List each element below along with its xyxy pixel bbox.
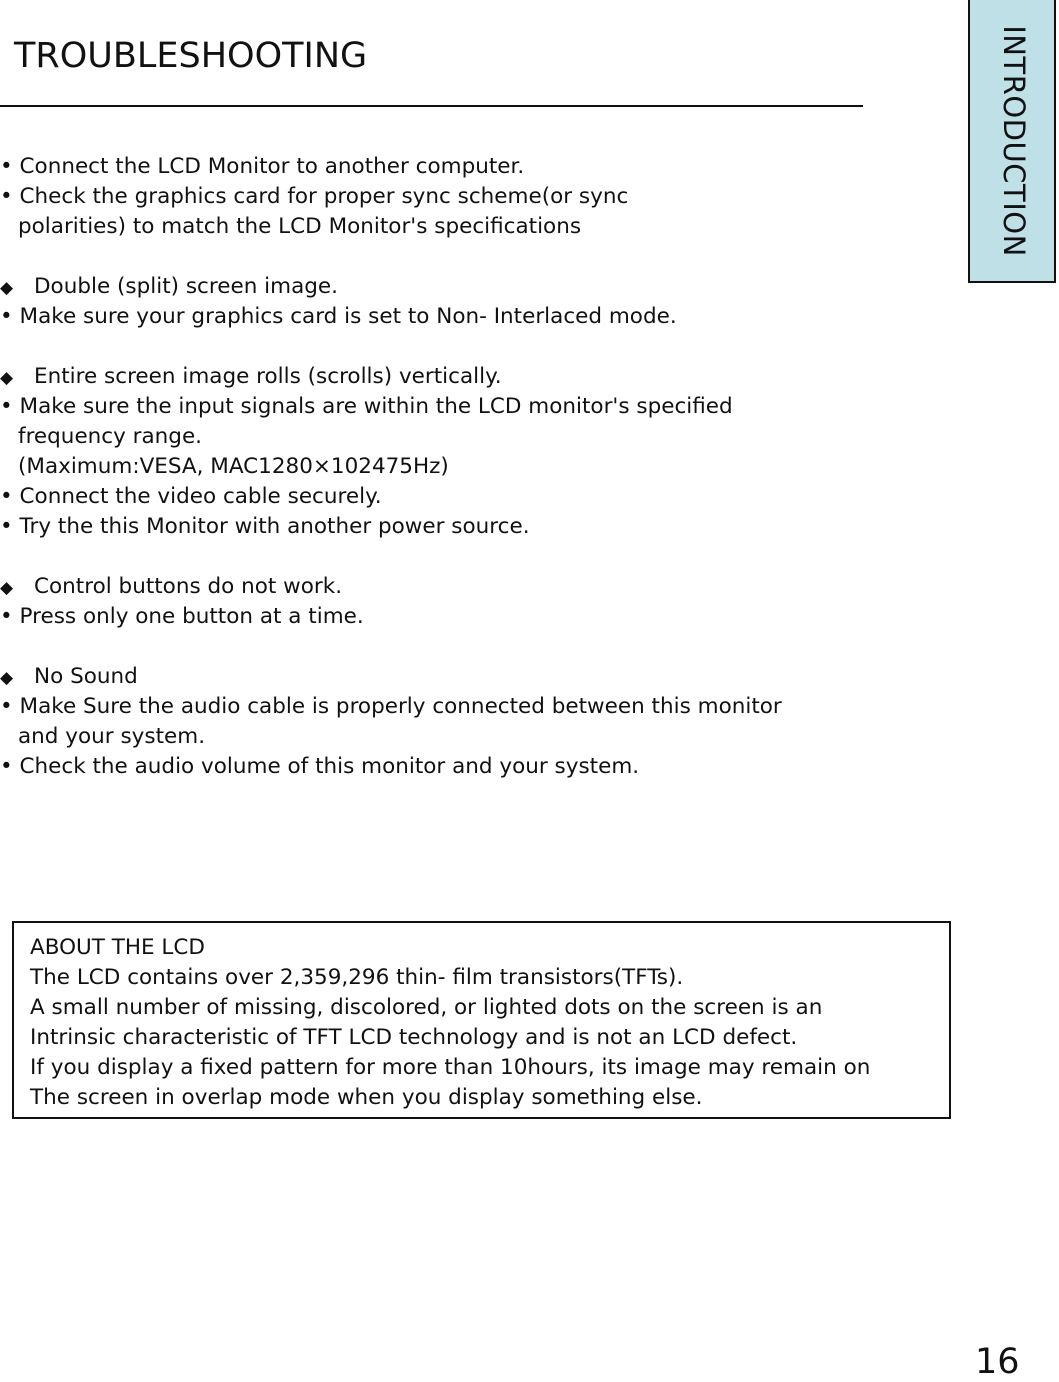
troubleshooting-content: [0, 152, 900, 782]
page-title: TROUBLESHOOTING: [14, 36, 368, 76]
page-number: 16: [975, 1342, 1020, 1382]
list-item: • Make Sure the audio cable is properly connected between this monitor: [0, 694, 782, 719]
diamond-icon: ◆: [0, 278, 14, 298]
about-title: ABOUT THE LCD: [30, 935, 205, 960]
list-item: • Make sure the input signals are within the LCD monitor's specified: [0, 394, 733, 419]
list-item: • Press only one button at a time.: [0, 604, 364, 629]
about-lcd-box: [12, 921, 951, 1119]
section-heading: ◆ No Sound: [0, 662, 900, 692]
bullet: •: [0, 514, 13, 539]
list-item-continuation: (Maximum:VESA, MAC1280×102475Hz): [18, 454, 449, 479]
section-tab-label: INTRODUCTION: [997, 25, 1031, 257]
bullet: •: [0, 304, 13, 329]
about-line: A small number of missing, discolored, or lighted dots on the screen is an: [30, 995, 823, 1020]
list-item: • Check the graphics card for proper sync scheme(or sync: [0, 184, 629, 209]
bullet: •: [0, 604, 13, 629]
list-item: • Check the audio volume of this monitor and your system.: [0, 754, 640, 779]
section-heading: ◆ Double (split) screen image.: [0, 272, 900, 302]
list-item-continuation: and your system.: [18, 724, 206, 749]
list-item: • Make sure your graphics card is set to Non- Interlaced mode.: [0, 304, 677, 329]
about-line: Intrinsic characteristic of TFT LCD technology and is not an LCD defect.: [30, 1025, 798, 1050]
bullet: •: [0, 154, 13, 179]
list-item: • Connect the video cable securely.: [0, 484, 382, 509]
bullet: •: [0, 394, 13, 419]
list-item: • Connect the LCD Monitor to another computer.: [0, 154, 525, 179]
bullet: •: [0, 184, 13, 209]
list-item: • Try the this Monitor with another power source.: [0, 514, 530, 539]
diamond-icon: ◆: [0, 668, 14, 688]
bullet: •: [0, 694, 13, 719]
section-heading: ◆ Entire screen image rolls (scrolls) vertically.: [0, 362, 900, 392]
bullet: •: [0, 484, 13, 509]
section-heading: ◆ Control buttons do not work.: [0, 572, 900, 602]
diamond-icon: ◆: [0, 578, 14, 598]
bullet: •: [0, 754, 13, 779]
diamond-icon: ◆: [0, 368, 14, 388]
about-line: The screen in overlap mode when you display something else.: [30, 1085, 703, 1110]
section-tab-introduction: [968, 0, 1056, 283]
list-item-continuation: frequency range.: [18, 424, 203, 449]
list-item-continuation: polarities) to match the LCD Monitor's specifications: [18, 214, 582, 239]
about-line: The LCD contains over 2,359,296 thin- film transistors(TFTs).: [30, 965, 684, 990]
about-line: If you display a fixed pattern for more than 10hours, its image may remain on: [30, 1055, 871, 1080]
title-divider: [0, 105, 863, 107]
